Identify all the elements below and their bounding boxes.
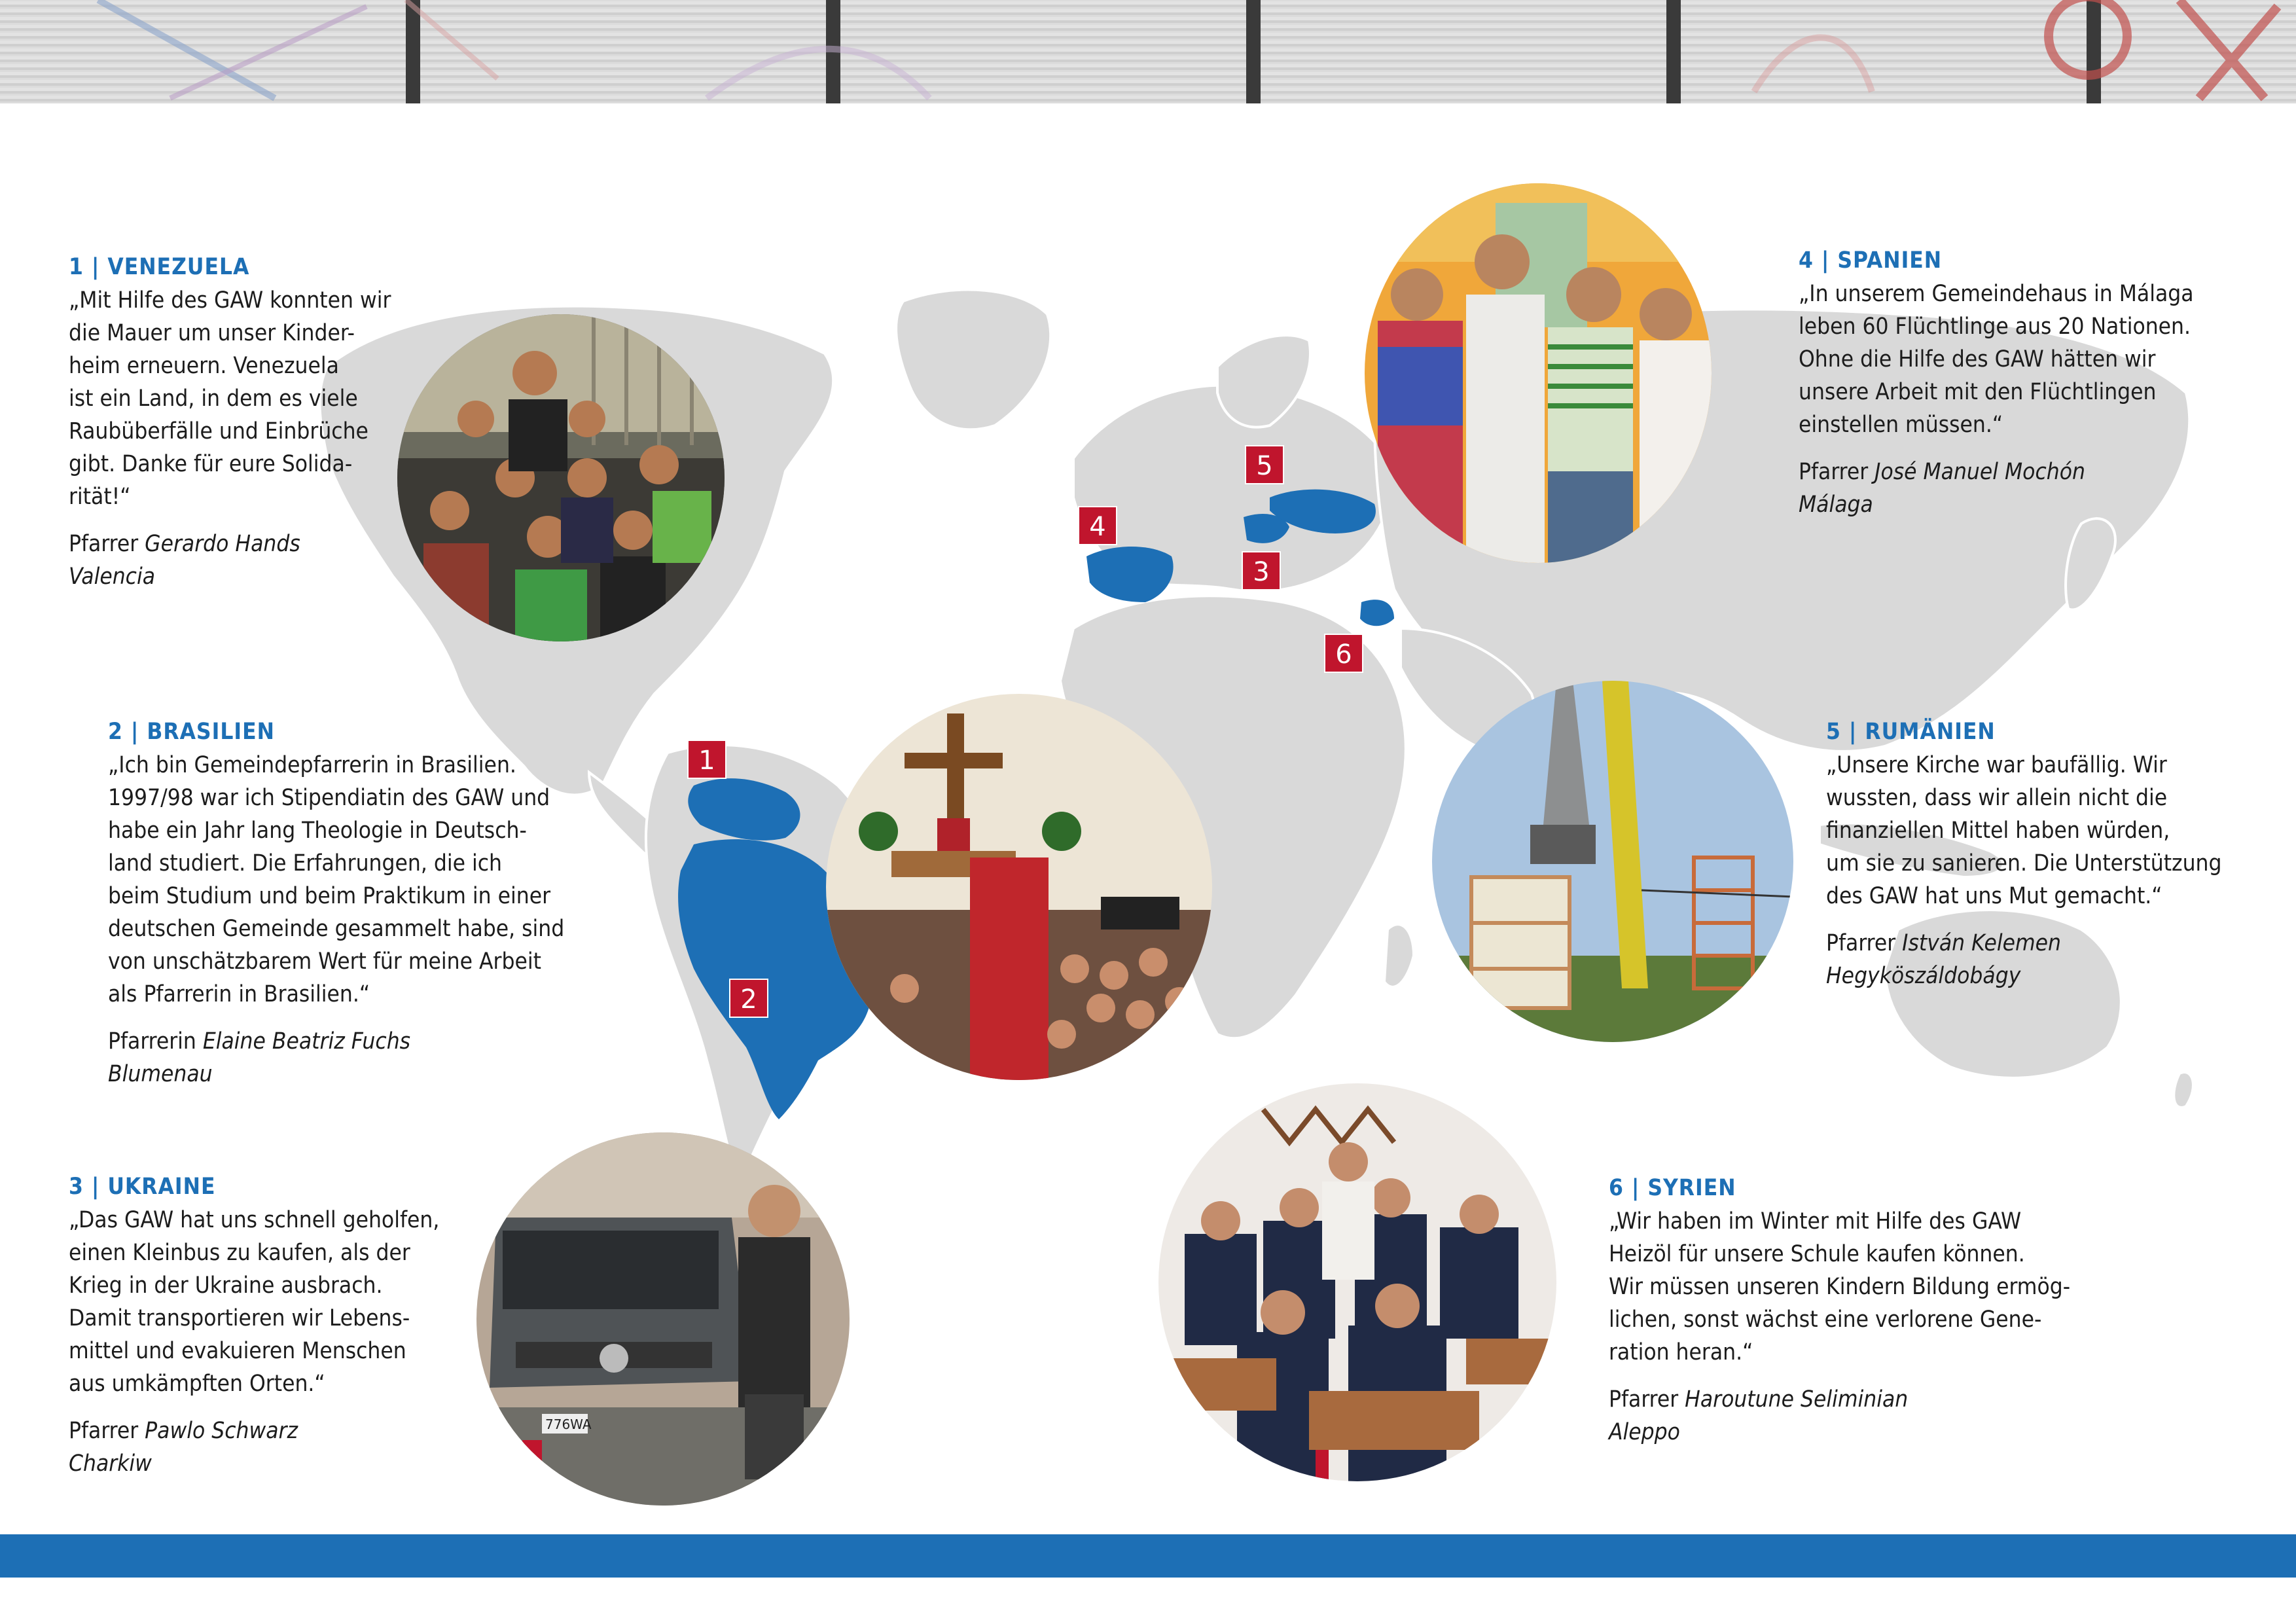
signature-place: Blumenau xyxy=(108,1061,213,1087)
marker-3: 3 xyxy=(1242,551,1281,590)
section-ukraine xyxy=(69,1174,439,1480)
new-zealand xyxy=(2174,1072,2193,1108)
section-signature xyxy=(69,528,391,593)
photo-venezuela-children xyxy=(397,314,725,641)
signature-title: Pfarrer xyxy=(69,1418,139,1444)
section-rumaenien xyxy=(1826,719,2222,992)
signature-title: Pfarrerin xyxy=(108,1028,196,1055)
signature-place: Hegyköszáldobágy xyxy=(1826,963,2021,989)
signature-name: Pawlo Schwarz xyxy=(145,1418,298,1444)
marker-6: 6 xyxy=(1324,634,1363,673)
signature-place: Charkiw xyxy=(69,1451,152,1477)
marker-2: 2 xyxy=(729,979,768,1018)
signature-name: José Manuel Mochón xyxy=(1874,459,2085,485)
marker-4: 4 xyxy=(1078,506,1117,545)
greenland xyxy=(896,290,1050,430)
section-heading: 4 | SPANIEN xyxy=(1799,247,1943,274)
syria-highlight xyxy=(1360,600,1394,626)
section-signature xyxy=(1609,1383,2070,1449)
madagascar xyxy=(1384,924,1414,987)
section-heading: 1 | VENEZUELA xyxy=(69,254,250,280)
marker-5: 5 xyxy=(1245,445,1284,484)
signature-place: Málaga xyxy=(1799,492,1873,518)
section-quote: „Das GAW hat uns schnell geholfen, einen Kleinbus zu kaufen, als der Krieg in der Ukraine ausbrach. Damit transportieren wir Lebens- mittel und evakuieren Menschen aus umkämpften Orten.“ xyxy=(69,1207,440,1397)
marker-1: 1 xyxy=(687,740,726,779)
section-quote: „In unserem Gemeindehaus in Málaga leben 60 Flüchtlinge aus 20 Nationen. Ohne die Hilfe des GAW hätten wir unsere Arbeit mit den Flüchtlingen einstellen müssen.“ xyxy=(1799,281,2194,438)
photo-syrien-school xyxy=(1158,1083,1556,1481)
section-signature xyxy=(1826,927,2222,992)
photo-ukraine-van xyxy=(476,1132,850,1506)
section-signature xyxy=(69,1415,439,1480)
section-quote: „Ich bin Gemeindepfarrerin in Brasilien. 1997/98 war ich Stipendiatin des GAW und habe ein Jahr lang Theologie in Deutsch- land studiert. Die Erfahrungen, die ich beim Studium und beim Praktikum in einer deutschen Gemeinde gesammelt habe, sind von unschätzbarem Wert für meine Arbeit als Pfarrerin in Brasilien.“ xyxy=(108,752,565,1007)
section-syrien xyxy=(1609,1175,2070,1449)
section-quote: „Mit Hilfe des GAW konnten wir die Mauer um unser Kinder- heim erneuern. Venezuela ist ein Land, in dem es viele Raubüberfälle und Einbrüche gibt. Danke für eure Solida- rität!“ xyxy=(69,287,391,510)
section-heading: 3 | UKRAINE xyxy=(69,1174,216,1200)
signature-name: István Kelemen xyxy=(1902,930,2062,956)
signature-name: Gerardo Hands xyxy=(145,531,300,557)
spain-highlight xyxy=(1086,547,1174,602)
van-plate: 776WA xyxy=(545,1416,592,1432)
section-venezuela xyxy=(69,254,391,593)
signature-name: Haroutune Seliminian xyxy=(1685,1386,1909,1413)
section-quote: „Wir haben im Winter mit Hilfe des GAW Heizöl für unsere Schule kaufen können. Wir müssen unseren Kindern Bildung ermög- lichen, sonst wächst eine verlorene Gene- ration heran.“ xyxy=(1609,1208,2071,1365)
section-signature xyxy=(1799,456,2194,521)
bottom-bar xyxy=(0,1534,2296,1578)
signature-place: Valencia xyxy=(69,564,156,590)
signature-title: Pfarrer xyxy=(69,531,139,557)
signature-title: Pfarrer xyxy=(1609,1386,1679,1413)
section-brasilien xyxy=(108,719,564,1091)
section-spanien xyxy=(1799,247,2194,521)
signature-title: Pfarrer xyxy=(1799,459,1869,485)
photo-brasilien-church xyxy=(826,694,1212,1080)
section-signature xyxy=(108,1025,564,1091)
signature-place: Aleppo xyxy=(1609,1419,1680,1445)
section-quote: „Unsere Kirche war baufällig. Wir wussten, dass wir allein nicht die finanziellen Mittel haben würden, um sie zu sanieren. Die Unterstützung des GAW hat uns Mut gemacht.“ xyxy=(1826,752,2222,909)
photo-spanien-refugees xyxy=(1365,183,1712,563)
section-heading: 2 | BRASILIEN xyxy=(108,719,275,745)
signature-name: Elaine Beatriz Fuchs xyxy=(202,1028,411,1055)
section-heading: 5 | RUMÄNIEN xyxy=(1826,719,1996,745)
signature-title: Pfarrer xyxy=(1826,930,1896,956)
photo-rumaenien-spire xyxy=(1432,681,1793,1042)
section-heading: 6 | SYRIEN xyxy=(1609,1175,1736,1201)
